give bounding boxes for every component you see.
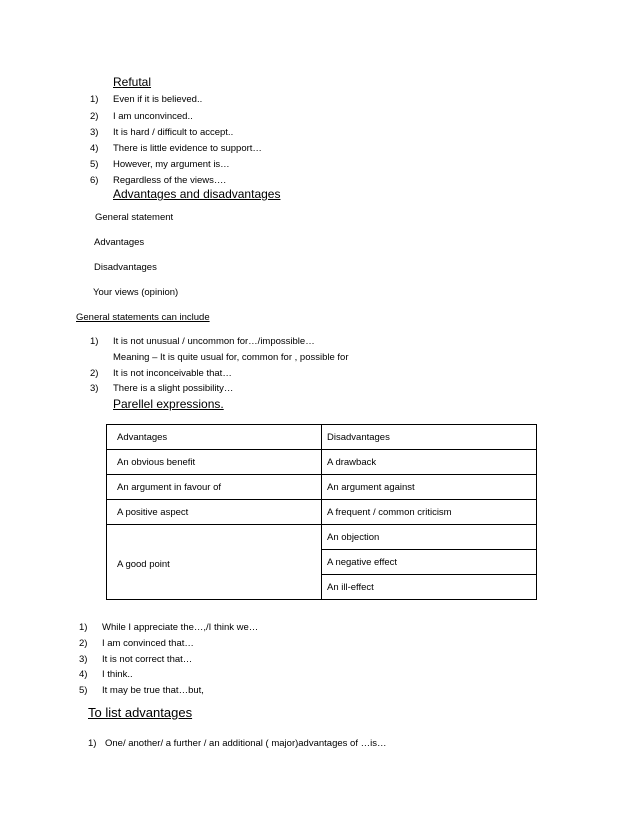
general-statement-item: 3) There is a slight possibility… xyxy=(90,383,234,394)
general-statements-heading: General statements can include xyxy=(76,312,210,323)
adv-disadv-item: Your views (opinion) xyxy=(93,287,179,298)
table-cell: A frequent / common criticism xyxy=(322,500,537,525)
opinion-item: 1) While I appreciate the…,/I think we… xyxy=(79,622,259,633)
refutal-item: 4) There is little evidence to support… xyxy=(90,143,262,154)
table-row xyxy=(107,525,537,550)
table-cell: An ill-effect xyxy=(322,575,537,600)
table-cell: An argument against xyxy=(322,475,537,500)
adv-disadv-item: Advantages xyxy=(94,237,145,248)
table-cell: An objection xyxy=(322,525,537,550)
table-cell: A negative effect xyxy=(322,550,537,575)
table-cell: A positive aspect xyxy=(107,500,322,525)
adv-disadv-item: Disadvantages xyxy=(94,262,157,273)
list-advantages-heading: To list advantages xyxy=(88,705,193,720)
table-header-disadvantages: Disadvantages xyxy=(322,425,537,450)
opinion-item: 3) It is not correct that… xyxy=(79,654,193,665)
refutal-item: 3) It is hard / difficult to accept.. xyxy=(90,127,234,138)
list-advantages-item: 1) One/ another/ a further / an additional ( major)advantages of …is… xyxy=(88,738,387,749)
refutal-item: 2) I am unconvinced.. xyxy=(90,111,193,122)
adv-disadv-item: General statement xyxy=(95,212,174,223)
opinion-item: 5) It may be true that…but, xyxy=(79,685,204,696)
table-row xyxy=(107,425,537,450)
parallel-expressions-table xyxy=(106,424,537,600)
table-row xyxy=(107,500,537,525)
refutal-item: 1) Even if it is believed.. xyxy=(90,94,203,105)
table-cell: An obvious benefit xyxy=(107,450,322,475)
general-statement-item: 1) It is not unusual / uncommon for…/impossible… xyxy=(90,336,315,347)
refutal-item: 6) Regardless of the views…. xyxy=(90,175,226,186)
opinion-item: 2) I am convinced that… xyxy=(79,638,194,649)
table-header-advantages: Advantages xyxy=(107,425,322,450)
general-statement-meaning: Meaning – It is quite usual for, common for , possible for xyxy=(113,352,349,363)
table-row xyxy=(107,475,537,500)
table-cell: An argument in favour of xyxy=(107,475,322,500)
parallel-expressions-heading: Parellel expressions. xyxy=(113,397,224,411)
general-statement-item: 2) It is not inconceivable that… xyxy=(90,368,232,379)
refutal-heading: Refutal xyxy=(113,75,152,89)
refutal-item: 5) However, my argument is… xyxy=(90,159,230,170)
opinion-item: 4) I think.. xyxy=(79,669,133,680)
table-cell: A drawback xyxy=(322,450,537,475)
table-row xyxy=(107,450,537,475)
adv-disadv-heading: Advantages and disadvantages xyxy=(113,187,281,201)
table-cell-merged: A good point xyxy=(107,525,322,600)
